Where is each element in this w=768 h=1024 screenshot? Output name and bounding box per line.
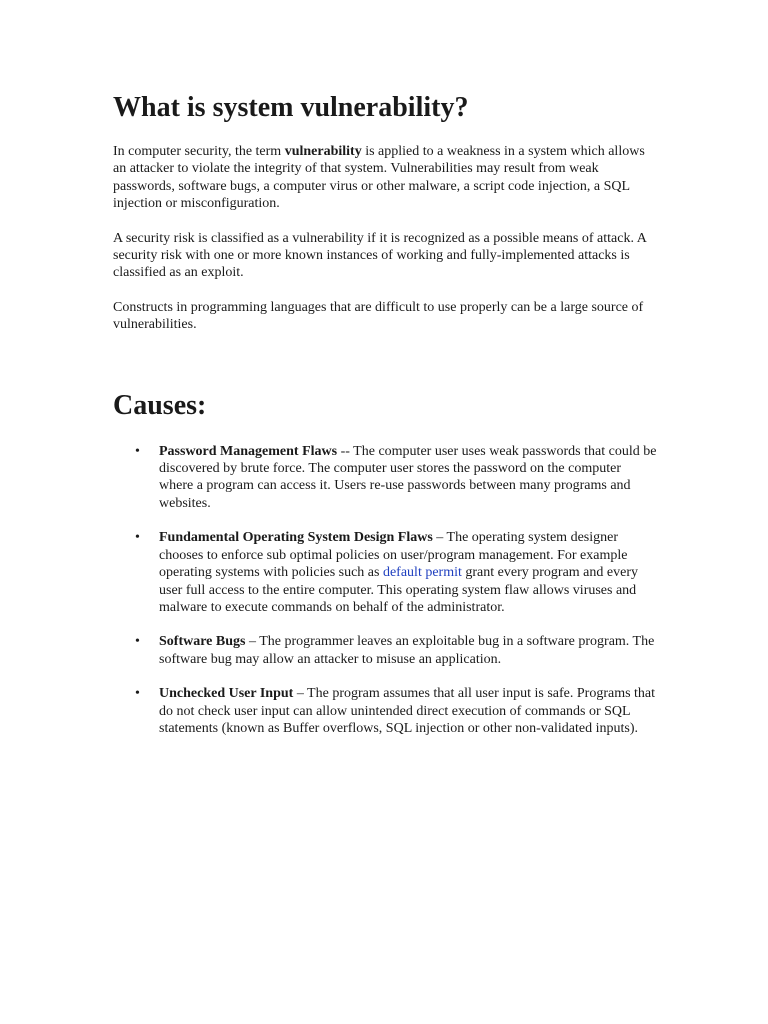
bullet-icon: • <box>135 530 140 546</box>
list-item <box>113 685 658 737</box>
intro-paragraph-2: A security risk is classified as a vulnerability if it is recognized as a possible means of attack. A security risk with one or more known instances of working and fully-implemented attacks is classified as an exploit. <box>113 230 647 281</box>
document-page <box>113 88 658 754</box>
intro-paragraph-1 <box>113 143 658 213</box>
intro-paragraph-3: Constructs in programming languages that are difficult to use properly can be a large source of vulnerabilities. <box>113 299 644 333</box>
bullet-icon: • <box>135 686 140 702</box>
intro-p1-before: In computer security, the term <box>113 144 285 159</box>
cause-text-before-link: – The operating system designer chooses to enforce sub optimal policies on user/program management. For example operating systems with policies such as <box>159 530 628 581</box>
list-item <box>113 443 658 513</box>
section-spacer <box>113 351 658 386</box>
list-item <box>113 529 658 616</box>
intro-p1-after: is applied to a weakness in a system which allows an attacker to violate the integrity of that system. Vulnerabilities may result from weak passwords, software bugs, a computer virus or other malware, a script code injection, a SQL injection or misconfiguration. <box>113 144 645 212</box>
default-permit-link[interactable]: default permit <box>382 565 462 581</box>
bullet-icon: • <box>135 634 140 650</box>
cause-text: -- The computer user uses weak passwords that could be discovered by brute force. The computer user stores the password on the computer where a program can access it. Users re-use passwords between many programs and websites. <box>159 443 657 511</box>
cause-text: – The program assumes that all user input is safe. Programs that do not check user input can allow unintended direct execution of commands or SQL statements (known as Buffer overflows, SQL injection or other non-validated inputs). <box>159 686 656 736</box>
cause-term: Software Bugs <box>159 634 246 650</box>
list-item <box>113 633 658 668</box>
cause-term: Fundamental Operating System Design Flaws <box>159 530 433 546</box>
cause-text-after-link: grant every program and every user full access to the entire computer. This operating system flaw allows viruses and malware to execute commands on behalf of the administrator. <box>159 565 638 615</box>
bullet-icon: • <box>135 443 140 459</box>
page-title: What is system vulnerability? <box>113 92 469 123</box>
cause-term: Password Management Flaws <box>159 443 338 459</box>
causes-list <box>113 443 658 738</box>
intro-p1-bold-term: vulnerability <box>284 144 362 159</box>
cause-text: – The programmer leaves an exploitable bug in a software program. The software bug may allow an attacker to misuse an application. <box>159 634 655 667</box>
causes-heading: Causes: <box>113 389 207 421</box>
cause-term: Unchecked User Input <box>159 686 294 702</box>
